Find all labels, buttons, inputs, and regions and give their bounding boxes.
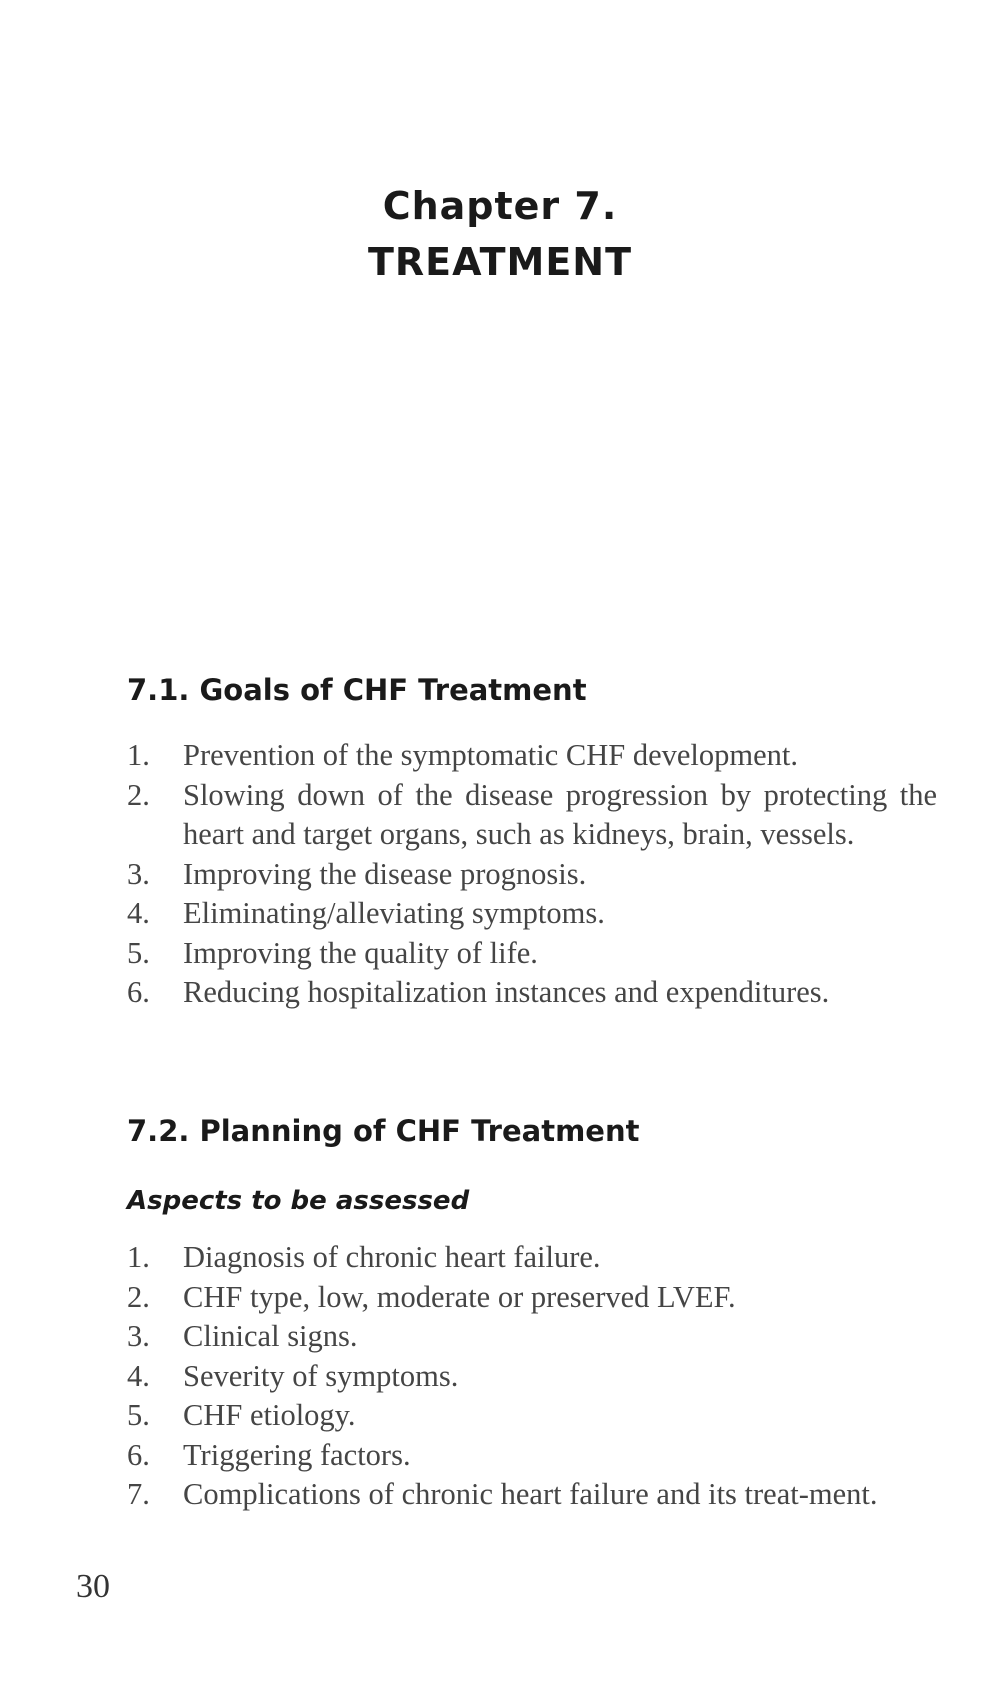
- item-number: 5.: [127, 1398, 150, 1432]
- item-text: Improving the disease prognosis.: [183, 856, 587, 891]
- list-item: [127, 1475, 937, 1515]
- page-number: 30: [76, 1568, 110, 1605]
- section-heading-goals: 7.1. Goals of CHF Treatment: [127, 673, 587, 707]
- item-text: Severity of symptoms.: [183, 1358, 459, 1393]
- item-number: 2.: [127, 1279, 150, 1314]
- item-number: 1.: [127, 738, 150, 772]
- list-item: [127, 1317, 937, 1357]
- item-text: Prevention of the symptomatic CHF development.: [183, 738, 798, 772]
- aspects-list: [127, 1238, 937, 1515]
- item-number: 3.: [127, 1319, 150, 1353]
- item-number: 4.: [127, 1358, 150, 1393]
- list-item: [127, 736, 937, 776]
- chapter-heading: [0, 178, 1000, 290]
- list-item: [127, 973, 937, 1013]
- item-number: 1.: [127, 1240, 150, 1274]
- list-item: [127, 855, 937, 895]
- list-item: [127, 1278, 937, 1318]
- list-item: [127, 1238, 937, 1278]
- item-number: 2.: [127, 777, 150, 812]
- item-text: Improving the quality of life.: [183, 935, 538, 970]
- item-text: Slowing down of the disease progression by protecting the heart and target organs, such as kidneys, brain, vessels.: [183, 777, 937, 851]
- list-item: [127, 1396, 937, 1436]
- item-text: Diagnosis of chronic heart failure.: [183, 1240, 601, 1274]
- section-heading-planning: 7.2. Planning of CHF Treatment: [127, 1114, 640, 1148]
- chapter-number: Chapter 7.: [382, 184, 618, 228]
- item-text: Clinical signs.: [183, 1319, 358, 1353]
- list-item: [127, 934, 937, 974]
- chapter-title: TREATMENT: [367, 240, 632, 284]
- list-item: [127, 1357, 937, 1397]
- item-number: 6.: [127, 975, 150, 1009]
- item-number: 6.: [127, 1437, 150, 1472]
- item-text: CHF etiology.: [183, 1398, 356, 1432]
- item-number: 7.: [127, 1477, 150, 1511]
- item-text: Reducing hospitalization instances and expenditures.: [183, 975, 830, 1009]
- item-number: 4.: [127, 896, 150, 930]
- list-item: [127, 894, 937, 934]
- item-text: Complications of chronic heart failure and its treat-ment.: [183, 1477, 878, 1511]
- goals-list: [127, 736, 937, 1013]
- item-number: 5.: [127, 935, 150, 970]
- subheading-aspects: Aspects to be assessed: [127, 1186, 470, 1216]
- item-text: CHF type, low, moderate or preserved LVEF.: [183, 1279, 736, 1314]
- item-text: Triggering factors.: [183, 1437, 411, 1472]
- item-number: 3.: [127, 856, 150, 891]
- item-text: Eliminating/alleviating symptoms.: [183, 896, 605, 930]
- list-item: [127, 776, 937, 855]
- list-item: [127, 1436, 937, 1476]
